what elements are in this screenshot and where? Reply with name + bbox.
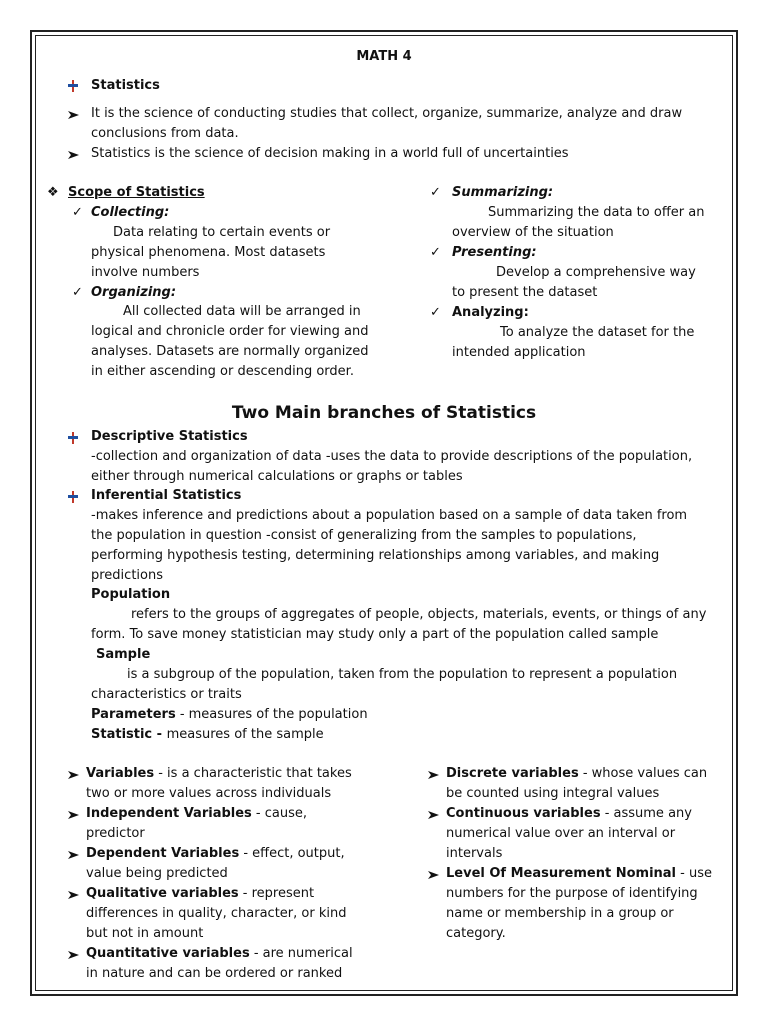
variable-list-item: [64, 844, 364, 884]
check-icon: ✓: [72, 285, 83, 300]
variable-list-item: [64, 804, 364, 844]
variable-list-item: [64, 944, 364, 984]
arrow-bullet-icon: [428, 770, 440, 780]
variable-term: Continuous variables: [446, 806, 601, 821]
variable-term: Dependent Variables: [86, 846, 240, 861]
variable-description: - assume any numerical value over an interval or intervals: [446, 806, 692, 861]
scope-heading: Scope of Statistics: [68, 185, 205, 200]
summarizing-label: Summarizing:: [452, 185, 554, 200]
organizing-label: Organizing:: [91, 285, 177, 300]
variable-term: Qualitative variables: [86, 886, 239, 901]
statistic-text: measures of the sample: [166, 727, 324, 742]
statistics-bullet-2: Statistics is the science of decision making in a world full of uncertainties: [91, 146, 569, 161]
variable-list-item: [64, 884, 364, 944]
arrow-bullet-icon: [68, 110, 80, 120]
variable-term: Independent Variables: [86, 806, 252, 821]
variable-description: - represent differences in quality, character, or kind but not in amount: [86, 886, 347, 941]
arrow-bullet-icon: [68, 890, 80, 900]
check-icon: ✓: [430, 185, 441, 200]
bullet-flag-icon: [68, 80, 78, 92]
variable-description: - cause, predictor: [86, 806, 308, 841]
variable-term: Variables: [86, 766, 155, 781]
analyzing-text: To analyze the dataset for the intended application: [452, 325, 695, 360]
inferential-text: -makes inference and predictions about a population based on a sample of data taken from the population in question -consist of generalizing from the samples to populations, performing hypothesis testing, determining relationships among variables, and making predictions: [91, 508, 688, 583]
check-icon: ✓: [430, 305, 441, 320]
variable-description: - whose values can be counted using integral values: [446, 766, 708, 801]
variable-list-item: [64, 764, 364, 804]
page-title: MATH 4: [356, 49, 412, 64]
arrow-bullet-icon: [68, 810, 80, 820]
arrow-bullet-icon: [428, 870, 440, 880]
bullet-flag-icon: [68, 491, 78, 503]
statistic-line: [91, 725, 324, 745]
summarizing-text: Summarizing the data to offer an overview of the situation: [452, 205, 705, 240]
arrow-bullet-icon: [68, 770, 80, 780]
sample-label: Sample: [96, 647, 151, 662]
descriptive-label: Descriptive Statistics: [91, 429, 248, 444]
collecting-label: Collecting:: [91, 205, 170, 220]
arrow-bullet-icon: [68, 950, 80, 960]
statistics-bullet-1: It is the science of conducting studies that collect, organize, summarize, analyze and draw conclusions from data.: [91, 106, 683, 141]
arrow-bullet-icon: [428, 810, 440, 820]
variable-description: - use numbers for the purpose of identifying name or membership in a group or category.: [446, 866, 712, 941]
variables-left-list: [64, 764, 364, 984]
arrow-bullet-icon: [68, 850, 80, 860]
analyzing-label: Analyzing:: [452, 305, 529, 320]
statistics-heading: Statistics: [91, 78, 160, 93]
check-icon: ✓: [430, 245, 441, 260]
variable-list-item: [424, 804, 719, 864]
parameters-line: [91, 705, 368, 725]
descriptive-text: -collection and organization of data -uses the data to provide descriptions of the population, either through numerical calculations or graphs or tables: [91, 449, 693, 484]
organizing-text: All collected data will be arranged in logical and chronicle order for viewing and analyses. Datasets are normally organized in either ascending or descending order.: [91, 304, 369, 379]
variable-list-item: [424, 764, 719, 804]
presenting-label: Presenting:: [452, 245, 537, 260]
variable-term: Quantitative variables: [86, 946, 250, 961]
variable-description: - effect, output, value being predicted: [86, 846, 345, 881]
variables-right-list: [424, 764, 719, 944]
inferential-label: Inferential Statistics: [91, 488, 242, 503]
sample-text: is a subgroup of the population, taken from the population to represent a population characteristics or traits: [91, 667, 678, 702]
variable-description: - are numerical in nature and can be ordered or ranked: [86, 946, 353, 981]
population-text: refers to the groups of aggregates of people, objects, materials, events, or things of any form. To save money statistician may study only a part of the population called sample: [91, 607, 707, 642]
statistic-label: Statistic -: [91, 727, 167, 742]
bullet-flag-icon: [68, 432, 78, 444]
parameters-label: Parameters: [91, 707, 176, 722]
check-icon: ✓: [72, 205, 83, 220]
variable-term: Discrete variables: [446, 766, 579, 781]
presenting-text: Develop a comprehensive way to present the dataset: [452, 265, 696, 300]
collecting-text: Data relating to certain events or physical phenomena. Most datasets involve numbers: [91, 225, 331, 280]
branches-heading: Two Main branches of Statistics: [231, 403, 537, 423]
arrow-bullet-icon: [68, 150, 80, 160]
variable-list-item: [424, 864, 719, 944]
population-label: Population: [91, 587, 171, 602]
variable-term: Level Of Measurement Nominal: [446, 866, 677, 881]
variable-description: - is a characteristic that takes two or more values across individuals: [86, 766, 352, 801]
diamond-bullet-icon: ❖: [47, 185, 59, 200]
parameters-text: - measures of the population: [175, 707, 368, 722]
